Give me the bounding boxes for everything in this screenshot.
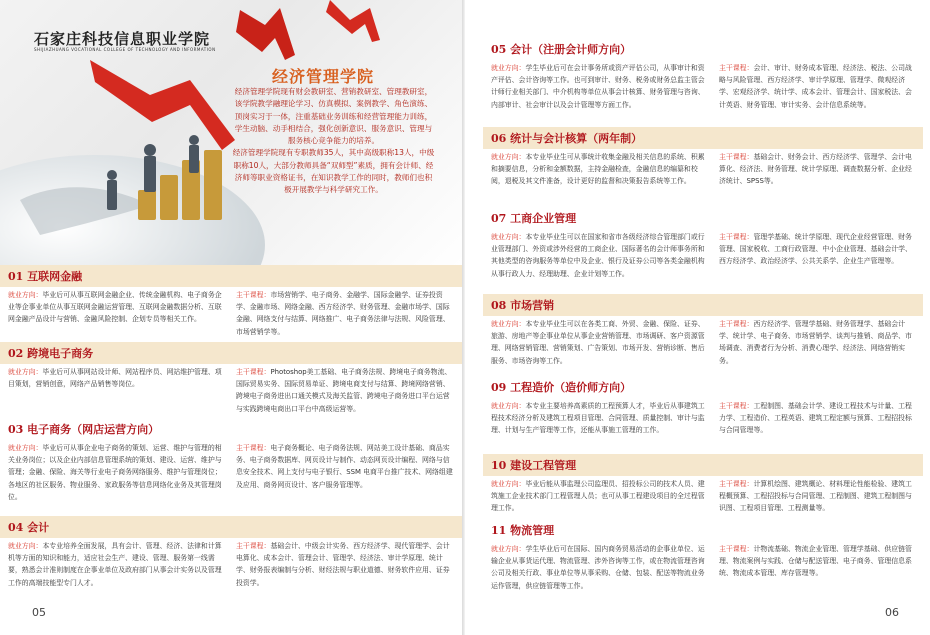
employment-label: 就业方向： bbox=[491, 480, 526, 488]
employment-text: 就业方向：本专业毕业生可以在各类工商、外贸、金融、保险、证券、旅游、房地产等企事业单位从事企业营销管理、市场调研、客户资源管理、网络营销管理、营销策划、广告策划、市场开发、营销诊断、售后服务、市场咨询等工作。 bbox=[491, 320, 705, 365]
college-title: 经济管理学院 bbox=[272, 67, 375, 86]
program-title: 04 会计 bbox=[8, 521, 50, 534]
employment-text: 就业方向：本专业毕业生可从事统计收集金融及相关信息的系统、积累和摘要信息，分析和金额数据，主持金融检查，金融信息的编纂和校阅，退税及其文件准备，设计更好的监督和决策报告系统等工作。 bbox=[491, 153, 705, 186]
program-block bbox=[0, 418, 462, 503]
program-title: 09 工程造价（造价师方向） bbox=[491, 381, 632, 394]
courses-text: 主干课程：Photoshop美工基础、电子商务法规、跨境电子商务物流、国际贸易实务、国际贸易单证、跨境电商支付与结算、跨境网络营销、跨境电子商务进出口通关模式及海关监管、跨境电子商务进口平台运营与实践跨境电商出口平台中高级运营等。 bbox=[236, 368, 452, 413]
college-intro bbox=[231, 86, 436, 197]
program-block bbox=[0, 265, 462, 338]
employment-text: 就业方向：毕业后可从事互联网金融企业、传统金融机构、电子商务企业等企事业单位从事互联网金融运营管理、互联网金融数据分析、互联网金融产品设计与营销、金融风险控制、企划专员等相关工作。 bbox=[8, 291, 222, 324]
school-name: 石家庄科技信息职业学院 bbox=[34, 30, 211, 48]
program-title: 10 建设工程管理 bbox=[491, 459, 577, 472]
program-block bbox=[483, 294, 923, 367]
program-header bbox=[483, 207, 923, 229]
courses-label: 主干课程： bbox=[719, 320, 754, 328]
courses-label: 主干课程： bbox=[719, 480, 754, 488]
employment-label: 就业方向： bbox=[491, 320, 526, 328]
employment-text: 就业方向：毕业后可从事网站设计师、网站程序员、网站维护管理、项目策划，营销创意，网络产品销售等岗位。 bbox=[8, 368, 222, 389]
employment-text: 就业方向：本专业毕业生可以在国家和省市各级经济综合管理部门或行业管理部门、外资或涉外经营的工商企业、国际著名的会计师事务所和其他类型的咨询服务等单位中及企业、银行及证券公司等各类金融机构从事行政人力、经理助理、企业计划等工作。 bbox=[491, 233, 705, 278]
program-block bbox=[483, 127, 923, 188]
program-title: 01 互联网金融 bbox=[8, 270, 83, 283]
program-header bbox=[483, 294, 923, 316]
program-title: 11 物流管理 bbox=[491, 524, 555, 537]
employment-text: 就业方向：本专业主要培养高素质的工程预算人才，毕业后从事建筑工程技术经济分析及建筑工程项目管理、合同管理、质量控制、审计与监理、计划与生产管理等工作，还能从事施工管理的工作。 bbox=[491, 402, 705, 435]
program-header bbox=[0, 418, 462, 440]
program-header bbox=[483, 127, 923, 149]
program-block bbox=[483, 207, 923, 280]
program-title: 08 市场营销 bbox=[491, 299, 555, 312]
page-number: 05 bbox=[32, 606, 46, 619]
program-block bbox=[483, 519, 923, 592]
courses-text: 主干课程：会计、审计、财务成本管理、经济法、税法、公司战略与风险管理、西方经济学、审计学原理、管理学、微观经济学、宏观经济学、统计学、成本会计、管理会计、国家税法、会计英语、财务管理、审计实务、会计信息系统等。 bbox=[719, 64, 912, 109]
courses-label: 主干课程： bbox=[236, 542, 271, 550]
courses-label: 主干课程： bbox=[719, 153, 754, 161]
courses-label: 主干课程： bbox=[236, 368, 271, 376]
program-header bbox=[0, 342, 462, 364]
courses-text: 主干课程：工程制图、基础会计学、建设工程技术与计量、工程力学、工程造价、工程英语、建筑工程定额与预算、工程招投标与合同管理等。 bbox=[719, 402, 912, 435]
courses-label: 主干课程： bbox=[719, 64, 754, 72]
program-header bbox=[483, 454, 923, 476]
courses-text: 主干课程：电子商务概论、电子商务法规、网站美工设计基础、商品实务、电子商务数据库、网页设计与制作、动态网页设计编程、网络与信息安全技术、网上支付与电子银行、SSM 电商平台推广技术、网络组建及应用、商务网页设计、客户服务管理等。 bbox=[236, 444, 453, 489]
courses-text: 主干课程：基础会计、财务会计、西方经济学、管理学、会计电算化、经济法、财务管理、统计学原理、调查数据分析、企业经济统计、SPSS等。 bbox=[719, 153, 912, 186]
program-header bbox=[483, 519, 923, 541]
employment-label: 就业方向： bbox=[8, 542, 43, 550]
courses-label: 主干课程： bbox=[236, 444, 271, 452]
courses-text: 主干课程：基础会计、中级会计实务、西方经济学、现代管理学、会计电算化、成本会计、管理会计、管理学、经济法、审计学原理、统计学、财务报表编制与分析、财经法规与职业道德、财务软件应用、证券投资学。 bbox=[236, 542, 450, 587]
program-title: 05 会计（注册会计师方向） bbox=[491, 43, 632, 56]
courses-label: 主干课程： bbox=[236, 291, 271, 299]
courses-text: 主干课程：市场营销学、电子商务、金融学、国际金融学、证券投资学、金融市场、网络金融、西方经济学、财务管理、金融市场学、国际金融、网络支付与结算、网络推广、电子商务法律与法规、风险管理、市场营销学等。 bbox=[236, 291, 450, 336]
program-header bbox=[0, 516, 462, 538]
employment-label: 就业方向： bbox=[8, 291, 43, 299]
arrow-shape bbox=[90, 60, 235, 150]
courses-text: 主干课程：计算机绘图、建筑概论、材料理论性能检验、建筑工程概预算、工程招投标与合同管理、工程制图、建筑工程制图与识图、工程项目管理、工程测量等。 bbox=[719, 480, 912, 513]
courses-text: 主干课程：计物流基础、物流企业管理、管理学基础、供应链管理、物流案例与实践、仓储与配送管理、电子商务、管理信息系统、物流成本管理、库存管理等。 bbox=[719, 545, 912, 578]
courses-label: 主干课程： bbox=[719, 402, 754, 410]
program-block bbox=[483, 454, 923, 515]
employment-label: 就业方向： bbox=[8, 368, 43, 376]
courses-label: 主干课程： bbox=[719, 545, 754, 553]
program-title: 03 电子商务（网店运营方向） bbox=[8, 423, 160, 436]
courses-text: 主干课程：西方经济学、管理学基础、财务管理学、基础会计学、统计学、电子商务、市场营销学、谈判与推销、商品学、市场调查、消费者行为分析、消费心理学、经济法、网络营销实务。 bbox=[719, 320, 912, 365]
employment-label: 就业方向： bbox=[491, 545, 526, 553]
employment-label: 就业方向： bbox=[491, 233, 526, 241]
right-page bbox=[465, 0, 930, 635]
employment-label: 就业方向： bbox=[491, 153, 526, 161]
program-header bbox=[483, 38, 923, 60]
program-title: 06 统计与会计核算（两年制） bbox=[491, 132, 643, 145]
intro-paragraph: 经济管理学院现有专职教师35人，其中高级职称13人，中级职称10人，大部分教师具备“双师型”素质，拥有会计师、经济师等职业资格证书，在知识教学工作的同时，教师们也积极开展教学与科学研究工作。 bbox=[232, 148, 435, 195]
hero-banner bbox=[0, 0, 462, 265]
program-block bbox=[483, 376, 923, 437]
program-title: 02 跨境电子商务 bbox=[8, 347, 94, 360]
program-block bbox=[0, 516, 462, 589]
employment-text: 就业方向：毕业后可从事企业电子商务的策划、运营、维护与管理的相关业务岗位；以及企业内部信息管理系统的策划、建设、运营、维护与管理；金融、保险、海关等行业电子商务网络服务、维护与管理岗位；各地区的社区服务、物业服务、家政服务等信息网络化业务及其管理岗位。 bbox=[8, 444, 222, 501]
program-block bbox=[483, 38, 923, 111]
courses-text: 主干课程：管理学基础、统计学原理、现代企业经营管理、财务管理、国家税收、工商行政管理、中小企业管理、基础会计学、西方经济学、政治经济学、公共关系学、企业生产管理等。 bbox=[719, 233, 912, 266]
program-header bbox=[483, 376, 923, 398]
intro-paragraph: 经济管理学院现有财会教研室、营销教研室、管理教研室，该学院教学融理论学习、仿真模拟、案例教学、角色演练、顶岗实习于一体，注重基础业务训练和经营管理能力训练，学生动脑、动手相结合，强化创新意识、服务意识、管理与服务核心竞争能力的培养。 bbox=[234, 87, 433, 146]
employment-text: 就业方向：本专业培养全面发展，具有会计、管理、经济、法律和计算机等方面的知识和能力，适应社会生产、建设、管理、服务第一线需要，熟悉会计准则制度在企事业单位及政府部门从事会计实务以及管理工作的高端技能型专门人才。 bbox=[8, 542, 222, 587]
courses-label: 主干课程： bbox=[719, 233, 754, 241]
program-title: 07 工商企业管理 bbox=[491, 212, 577, 225]
school-name-english: SHIJIAZHUANG VOCATIONAL COLLEGE OF TECHNOLOGY AND INFORMATION bbox=[34, 47, 216, 52]
employment-label: 就业方向： bbox=[491, 402, 526, 410]
program-header bbox=[0, 265, 462, 287]
employment-text: 就业方向：学生毕业后可在会计事务所或资产评估公司，从事审计和资产评估、会计咨询等工作。也可到审计、财务、税务或财务总监主管会计师行业相关部门、中介机构等单位从事会计核算、财务管理与咨询、内部审计、社会审计以及会计管理等方面工作。 bbox=[491, 64, 705, 109]
page-number: 06 bbox=[885, 606, 899, 619]
employment-label: 就业方向： bbox=[491, 64, 526, 72]
program-block bbox=[0, 342, 462, 415]
employment-label: 就业方向： bbox=[8, 444, 43, 452]
employment-text: 就业方向：毕业后能从事监理公司监理员、招投标公司的技术人员、建筑施工企业技术部门工程管理人员；也可从事工程建设项目的全过程管理工作。 bbox=[491, 480, 705, 513]
employment-text: 就业方向：学生毕业后可在国际、国内商务贸易活动的企事业单位、运输企业从事货运代理、物流管理、涉外咨询等工作，或在物流管理咨询公司及相关行政、事业单位等从事采购、仓储、包装、配送等物流业务运作管理，供应链管理等工作。 bbox=[491, 545, 705, 590]
